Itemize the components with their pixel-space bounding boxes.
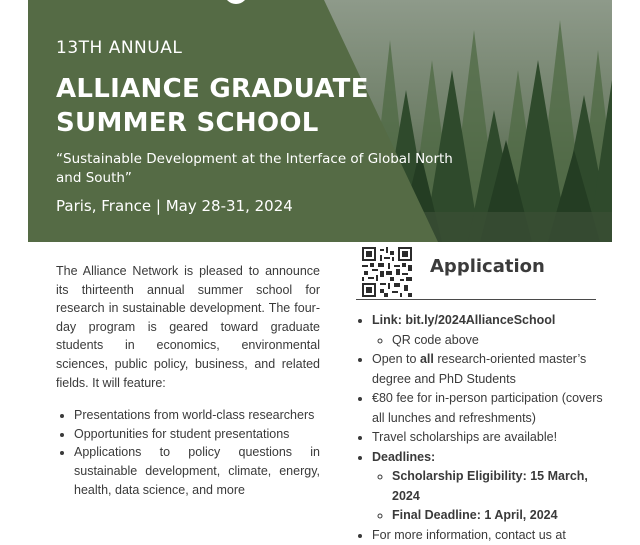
location-date: Paris, France | May 28-31, 2024 [56, 197, 293, 215]
application-list [356, 311, 618, 545]
application-title: Application [430, 257, 545, 277]
application-column [356, 247, 618, 545]
event-title [56, 72, 369, 140]
contact-item: • For more information, contact us at [372, 526, 618, 545]
application-link-item [372, 311, 618, 350]
deadline-scholarship: ◦ Scholarship Eligibility: 15 March, 2024 [392, 467, 618, 506]
application-link[interactable]: Link: bit.ly/2024AllianceSchool [372, 313, 555, 327]
section-divider [356, 299, 596, 300]
event-title-line-1: ALLIANCE GRADUATE [56, 72, 369, 106]
deadline-final: ◦ Final Deadline: 1 April, 2024 [392, 506, 618, 526]
intro-column [56, 262, 320, 499]
deadlines-item [372, 448, 618, 526]
event-title-line-2: SUMMER SCHOOL [56, 106, 369, 140]
qr-note: ◦ QR code above [392, 331, 618, 351]
edition-label: 13TH ANNUAL [56, 38, 182, 58]
event-theme: “Sustainable Development at the Interface of Global North and South” [56, 150, 456, 188]
eligibility-prefix: Open to [372, 352, 420, 366]
eligibility-item [372, 350, 618, 389]
fee-item: • €80 fee for in-person participation (covers all lunches and refreshments) [372, 389, 618, 428]
deadlines-label: Deadlines: [372, 450, 435, 464]
eligibility-suffix: research-oriented master’s degree and PhD Students [372, 352, 586, 386]
header-banner [28, 0, 612, 242]
feature-item: • Applications to policy questions in sustainable development, climate, energy, health, data science, and more [74, 443, 320, 499]
feature-item: • Opportunities for student presentations [74, 425, 320, 444]
qr-code-icon[interactable] [362, 247, 412, 297]
application-header [356, 247, 618, 301]
travel-item: • Travel scholarships are available! [372, 428, 618, 448]
feature-item: • Presentations from world-class researchers [74, 406, 320, 425]
feature-list [56, 406, 320, 499]
deadlines-sublist [372, 467, 618, 526]
intro-paragraph: The Alliance Network is pleased to announce its thirteenth annual summer school for research in sustainable development. The four-day program is geared toward graduate students in economics, environmental sciences, public policy, business, and related fields. It will feature: [56, 262, 320, 392]
eligibility-emphasis: all [420, 352, 434, 366]
application-link-sublist [372, 331, 618, 351]
